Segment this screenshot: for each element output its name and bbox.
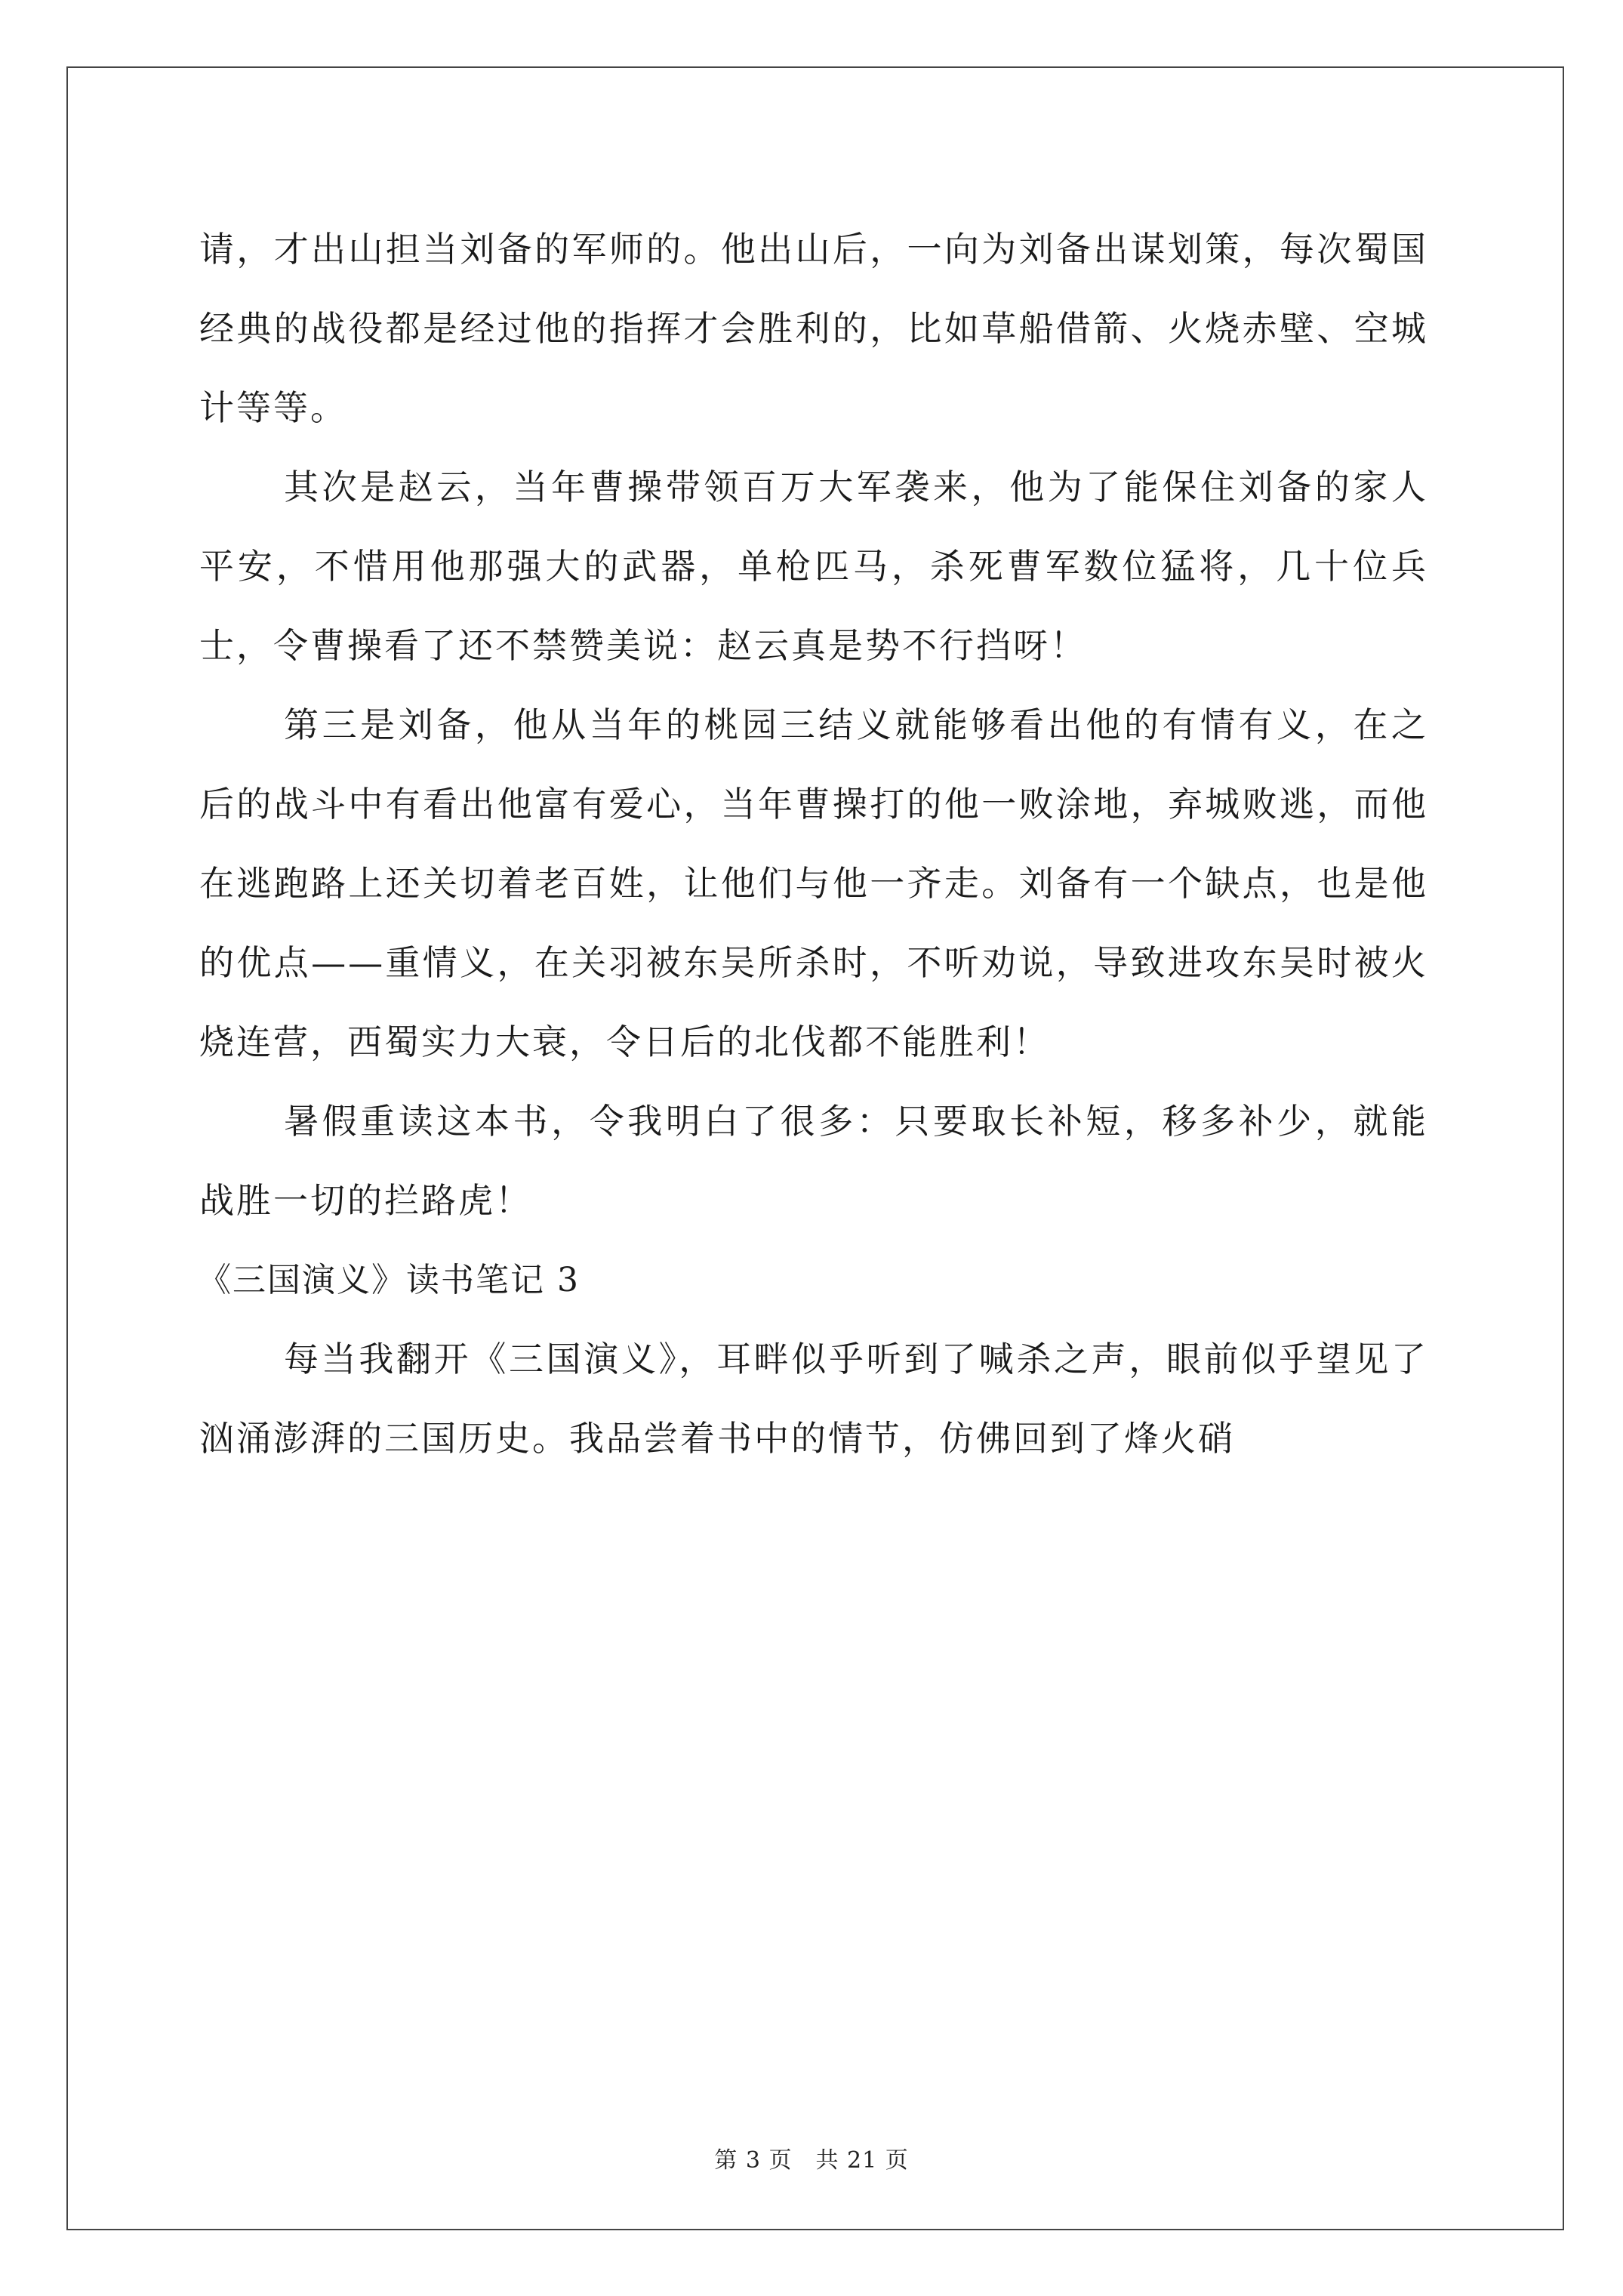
document-body — [199, 210, 1428, 1478]
paragraph-3: 第三是刘备，他从当年的桃园三结义就能够看出他的有情有义，在之后的战斗中有看出他富有爱心，当年曹操打的他一败涂地，弃城败逃，而他在逃跑路上还关切着老百姓，让他们与他一齐走。刘备有一个缺点，也是他的优点——重情义，在关羽被东吴所杀时，不听劝说，导致进攻东吴时被火烧连营，西蜀实力大衰，令日后的北伐都不能胜利！ — [199, 704, 1428, 1062]
paragraph-5: 每当我翻开《三国演义》，耳畔似乎听到了喊杀之声，眼前似乎望见了汹涌澎湃的三国历史。我品尝着书中的情节，仿佛回到了烽火硝 — [199, 1339, 1428, 1459]
page-number-footer: 第 3 页 共 21 页 — [714, 2147, 909, 2174]
paragraph-2: 其次是赵云，当年曹操带领百万大军袭来，他为了能保住刘备的家人平安，不惜用他那强大的武器，单枪匹马，杀死曹军数位猛将，几十位兵士，令曹操看了还不禁赞美说：赵云真是势不行挡呀！ — [199, 467, 1428, 666]
section-heading: 《三国演义》读书笔记 3 — [198, 1261, 580, 1299]
paragraph-4: 暑假重读这本书，令我明白了很多：只要取长补短，移多补少，就能战胜一切的拦路虎！ — [199, 1101, 1428, 1221]
paragraph-1: 请，才出山担当刘备的军师的。他出山后，一向为刘备出谋划策，每次蜀国经典的战役都是经过他的指挥才会胜利的，比如草船借箭、火烧赤壁、空城计等等。 — [199, 229, 1428, 428]
